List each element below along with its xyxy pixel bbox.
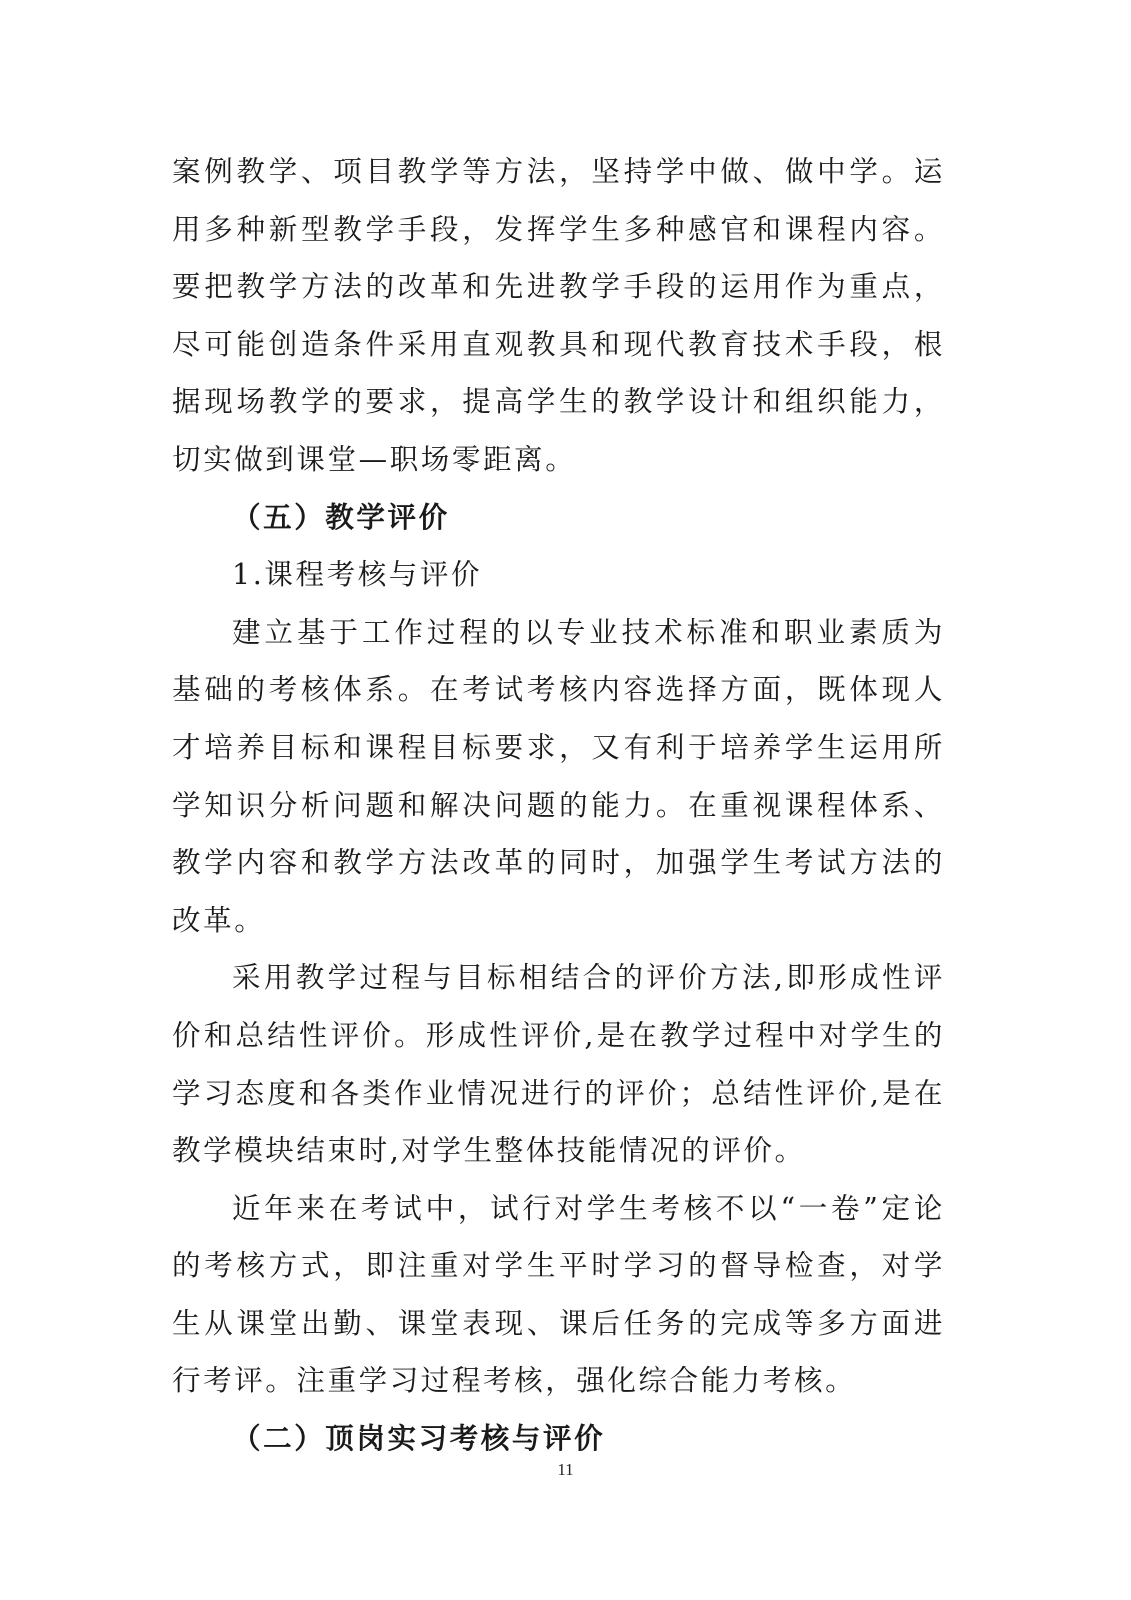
- section-heading-teaching-evaluation: （五）教学评价: [232, 499, 450, 534]
- paragraph-evaluation-methods: 采用教学过程与目标相结合的评价方法,即形成性评价和总结性评价。形成性评价,是在教学过程中对学生的学习态度和各类作业情况进行的评价；总结性评价,是在教学模块结束时,对学生整体技能情况的评价。: [172, 961, 945, 1168]
- paragraph-assessment-system: 建立基于工作过程的以专业技术标准和职业素质为基础的考核体系。在考试考核内容选择方面，既体现人才培养目标和课程目标要求，又有利于培养学生运用所学知识分析问题和解决问题的能力。在重视课程体系、教学内容和教学方法改革的同时，加强学生考试方法的改革。: [172, 615, 945, 937]
- page-number: 11: [557, 1460, 574, 1479]
- subheading-course-assessment: 1.课程考核与评价: [232, 558, 483, 592]
- paragraph-exam-reform: 近年来在考试中，试行对学生考核不以“一卷”定论的考核方式，即注重对学生平时学习的督导检查，对学生从课堂出勤、课堂表现、课后任务的完成等多方面进行考评。注重学习过程考核，强化综合能力考核。: [172, 1191, 945, 1398]
- document-body: [172, 143, 945, 1468]
- section-heading-internship-assessment: （二）顶岗实习考核与评价: [232, 1421, 606, 1456]
- paragraph-teaching-methods: 案例教学、项目教学等方法，坚持学中做、做中学。运用多种新型教学手段，发挥学生多种感官和课程内容。要把教学方法的改革和先进教学手段的运用作为重点，尽可能创造条件采用直观教具和现代教育技术手段，根据现场教学的要求，提高学生的教学设计和组织能力，切实做到课堂—职场零距离。: [172, 155, 945, 476]
